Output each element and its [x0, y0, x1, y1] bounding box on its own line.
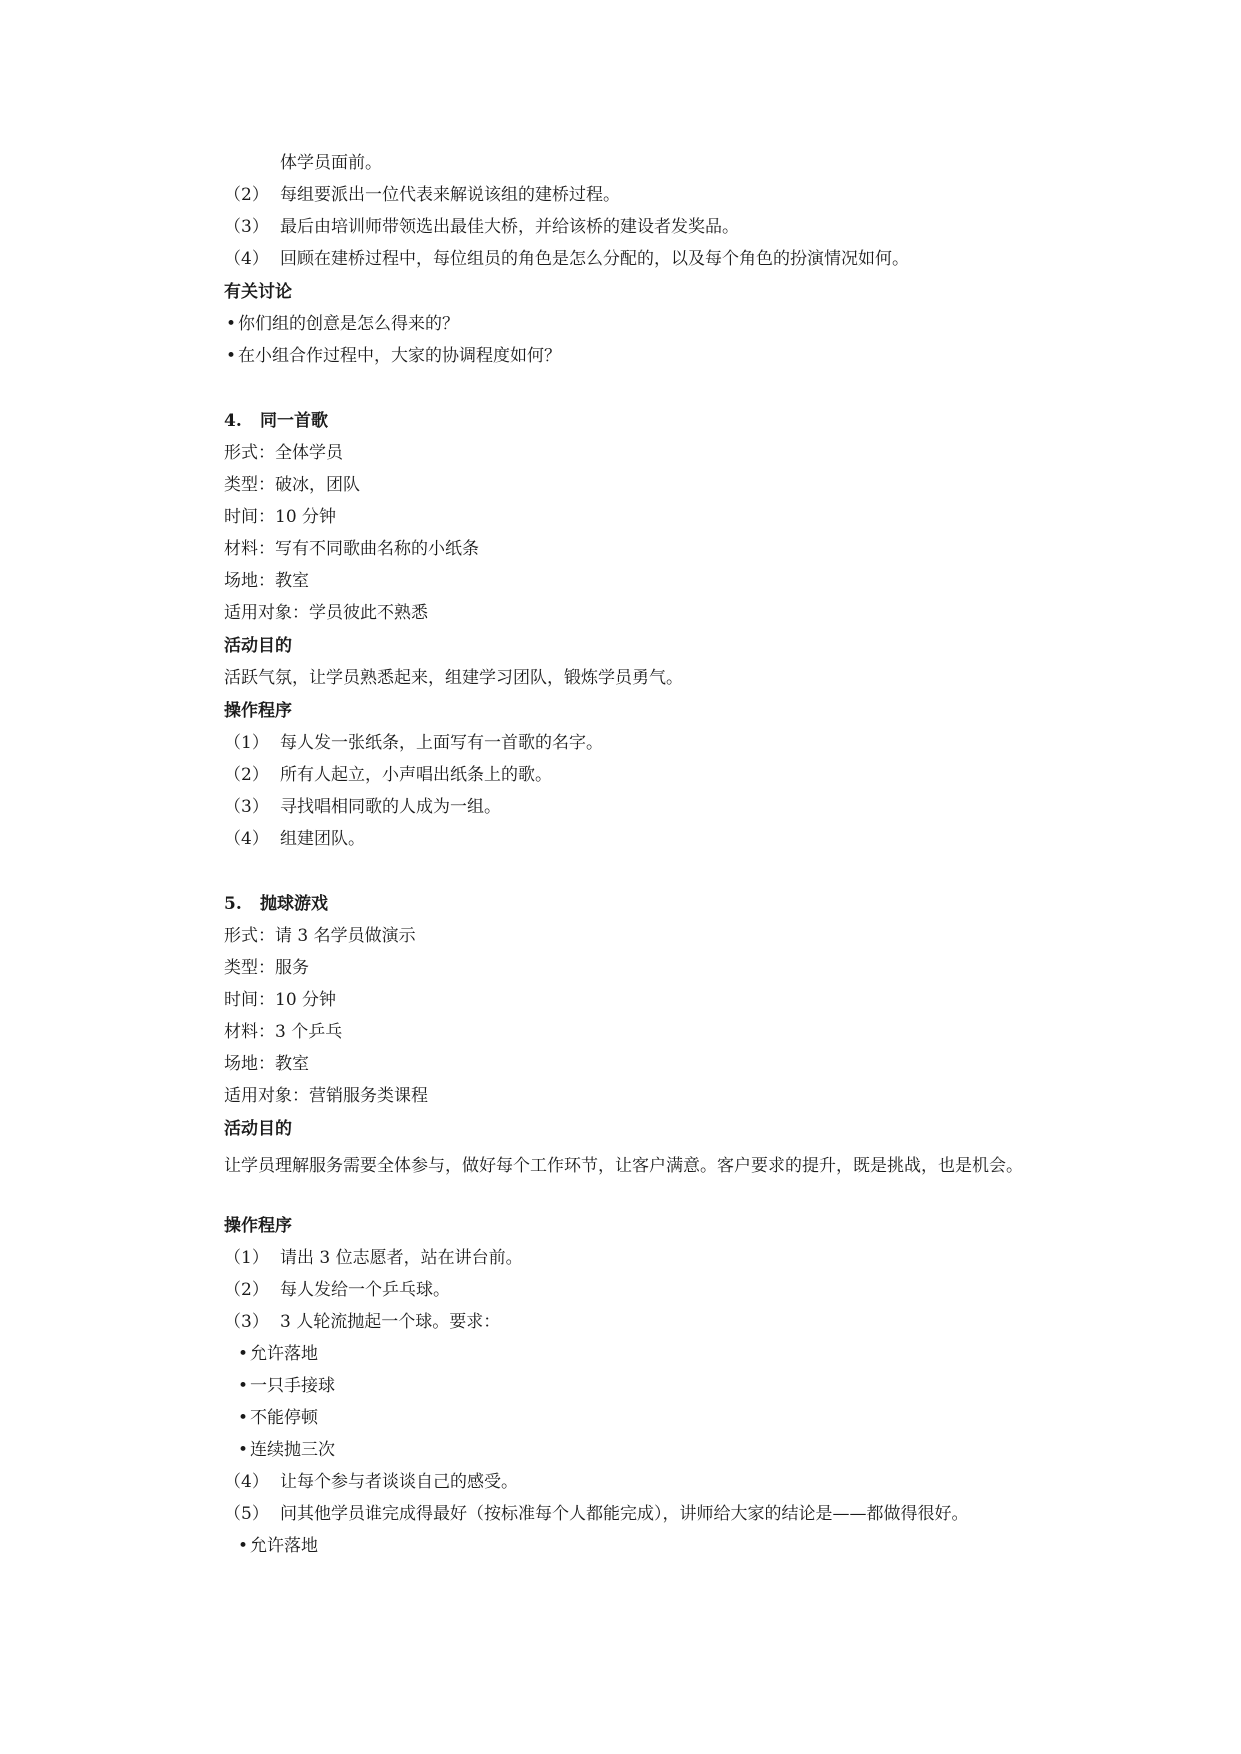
step-number: （2） [224, 185, 269, 205]
info-line: 材料：3 个乒乓 [224, 1022, 343, 1042]
step-text: 每人发一张纸条，上面写有一首歌的名字。 [280, 733, 603, 753]
intro-step [224, 248, 1064, 270]
bullet: • [237, 1376, 249, 1396]
step-item [224, 828, 1064, 850]
info-line: 材料：写有不同歌曲名称的小纸条 [224, 539, 479, 559]
purpose-text: 活跃气氛，让学员熟悉起来，组建学习团队，锻炼学员勇气。 [224, 668, 683, 688]
purpose-text: 让学员理解服务需要全体参与，做好每个工作环节，让客户满意。客户要求的提升，既是挑战，也是机会。 [224, 1156, 1023, 1176]
step-text: 每组要派出一位代表来解说该组的建桥过程。 [280, 185, 620, 205]
info-line: 形式：请 3 名学员做演示 [224, 926, 416, 946]
step-item [224, 1247, 1064, 1269]
step-item [224, 732, 1064, 754]
step-item [224, 1503, 1064, 1525]
step-text: 请出 3 位志愿者，站在讲台前。 [280, 1248, 523, 1268]
step-item [224, 764, 1064, 786]
step-number: （2） [224, 765, 269, 785]
intro-step [224, 184, 1064, 206]
step-number: （3） [224, 797, 269, 817]
discussion-item-text: 你们组的创意是怎么得来的？ [238, 314, 459, 334]
step-number: （4） [224, 249, 269, 269]
step-text: 寻找唱相同歌的人成为一组。 [280, 797, 501, 817]
step-text: 回顾在建桥过程中，每位组员的角色是怎么分配的，以及每个角色的扮演情况如何。 [280, 249, 909, 269]
info-line: 类型：破冰，团队 [224, 475, 360, 495]
info-line: 形式：全体学员 [224, 443, 343, 463]
info-line: 适用对象：学员彼此不熟悉 [224, 603, 428, 623]
info-line: 类型：服务 [224, 958, 309, 978]
step-number: （3） [224, 217, 269, 237]
section-4-title [224, 410, 1064, 432]
step-text: 3 人轮流抛起一个球。要求： [280, 1312, 501, 1332]
purpose-heading: 活动目的 [224, 1119, 292, 1139]
rule-item [236, 1535, 1076, 1557]
rule-text: 一只手接球 [250, 1376, 335, 1396]
intro-step [224, 216, 1064, 238]
section-title-text: 同一首歌 [260, 411, 328, 431]
rule-text: 不能停顿 [250, 1408, 318, 1428]
rule-text: 允许落地 [250, 1344, 318, 1364]
step-text: 每人发给一个乒乓球。 [280, 1280, 450, 1300]
step-item [224, 796, 1064, 818]
step-text: 组建团队。 [280, 829, 365, 849]
info-line: 场地：教室 [224, 571, 309, 591]
info-line: 场地：教室 [224, 1054, 309, 1074]
rule-text: 允许落地 [250, 1536, 318, 1556]
step-number: （2） [224, 1280, 269, 1300]
discussion-item [224, 345, 1064, 367]
purpose-heading: 活动目的 [224, 636, 292, 656]
rule-text: 连续抛三次 [250, 1440, 335, 1460]
steps-heading: 操作程序 [224, 701, 292, 721]
info-line: 适用对象：营销服务类课程 [224, 1086, 428, 1106]
step-item [224, 1311, 1064, 1333]
step-number: （3） [224, 1312, 269, 1332]
info-line: 时间：10 分钟 [224, 507, 337, 527]
step-number: （5） [224, 1504, 269, 1524]
step-item [224, 1471, 1064, 1493]
section-5-title [224, 893, 1064, 915]
bullet: • [237, 1440, 249, 1460]
bullet: • [237, 1344, 249, 1364]
steps-heading: 操作程序 [224, 1216, 292, 1236]
discussion-item [224, 313, 1064, 335]
intro-line: 体学员面前。 [280, 153, 382, 173]
rule-item [236, 1439, 1076, 1461]
section-number: 5. [224, 894, 242, 914]
bullet: • [237, 1408, 249, 1428]
step-text: 问其他学员谁完成得最好（按标准每个人都能完成），讲师给大家的结论是——都做得很好。 [280, 1504, 969, 1524]
step-number: （4） [224, 829, 269, 849]
step-text: 最后由培训师带领选出最佳大桥，并给该桥的建设者发奖品。 [280, 217, 739, 237]
section-number: 4. [224, 411, 242, 431]
step-text: 让每个参与者谈谈自己的感受。 [280, 1472, 518, 1492]
step-number: （1） [224, 733, 269, 753]
rule-item [236, 1407, 1076, 1429]
step-number: （4） [224, 1472, 269, 1492]
rule-item [236, 1375, 1076, 1397]
bullet: • [225, 346, 237, 366]
section-title-text: 抛球游戏 [260, 894, 328, 914]
bullet: • [225, 314, 237, 334]
bullet: • [237, 1536, 249, 1556]
discussion-heading: 有关讨论 [224, 282, 292, 302]
step-item [224, 1279, 1064, 1301]
step-number: （1） [224, 1248, 269, 1268]
discussion-item-text: 在小组合作过程中，大家的协调程度如何？ [238, 346, 561, 366]
rule-item [236, 1343, 1076, 1365]
info-line: 时间：10 分钟 [224, 990, 337, 1010]
step-text: 所有人起立，小声唱出纸条上的歌。 [280, 765, 552, 785]
